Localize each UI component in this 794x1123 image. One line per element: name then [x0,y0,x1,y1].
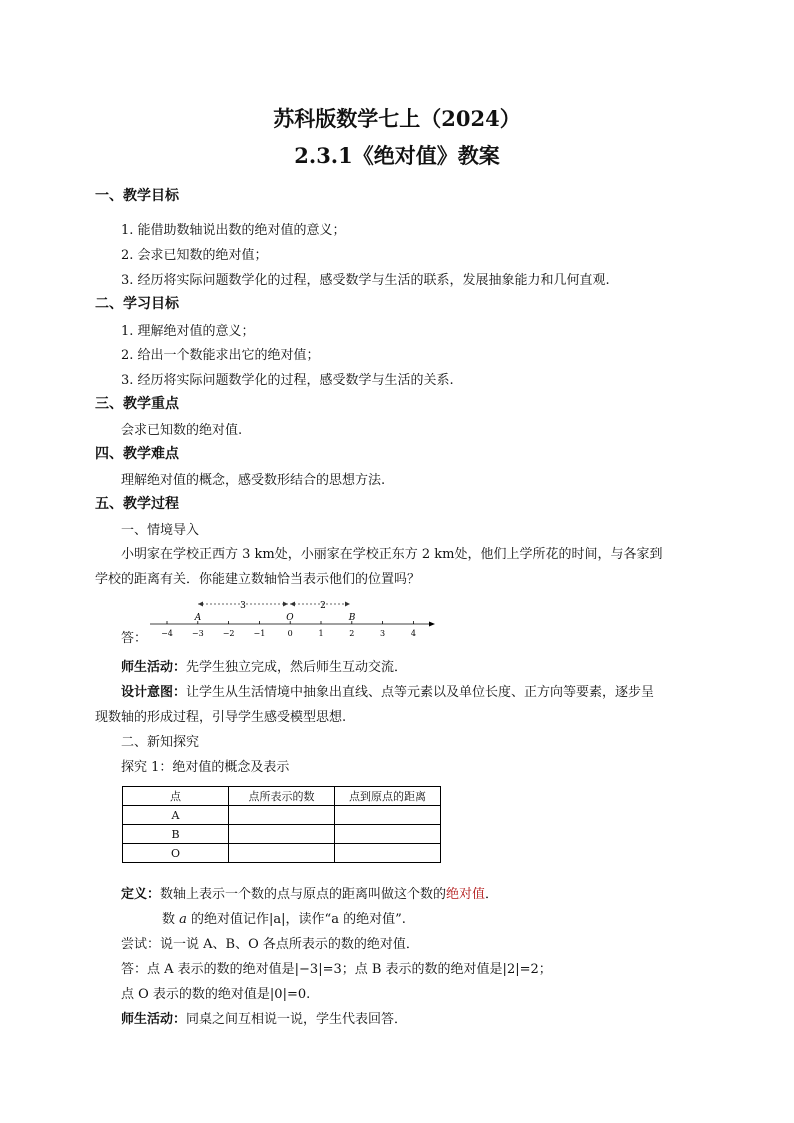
number-line-figure [145,596,445,642]
notation-variable: a [179,912,187,927]
section-heading-key-points: 三、教学重点 [95,396,179,412]
notation-text: 的绝对值记作|a|，读作“a 的绝对值”. [186,912,406,927]
subsection-intro: 一、情境导入 [121,523,200,538]
table-cell [335,825,441,844]
answer-line-1: 答：点 A 表示的数的绝对值是|−3|=3；点 B 表示的数的绝对值是|2|=2； [121,962,552,977]
activity-1-text: 先学生独立完成，然后师生互动交流． [186,660,408,675]
notation-line [162,908,406,927]
answer-label: 答： [121,631,148,646]
tick-label: 0 [287,629,293,638]
difficulties-text: 理解绝对值的概念，感受数形结合的思想方法. [121,473,386,488]
goal-item-3: 3. 经历将实际问题数学化的过程，感受数学与生活的联系，发展抽象能力和几何直观. [121,273,610,288]
tick-label: 1 [318,629,324,638]
learning-item-2: 2. 给出一个数能求出它的绝对值； [121,348,320,363]
section-heading-teaching-goals: 一、教学目标 [95,188,179,204]
activity-1-label: 师生活动： [121,660,187,675]
table-row [123,825,441,844]
point-label-o: O [286,613,294,623]
table-header-row [123,787,441,806]
table-cell [229,844,335,863]
table-header: 点 [123,787,229,806]
definition-label: 定义： [121,887,161,902]
table-cell [335,844,441,863]
tick-label: 4 [410,629,416,638]
subsection-new-knowledge: 二、新知探究 [121,735,200,750]
point-label-b: B [348,613,356,623]
table-row [123,844,441,863]
notation-prefix: 数 [162,912,180,927]
distance-label-right: 2 [320,601,326,611]
table-row [123,806,441,825]
explore-1-title: 探究 1：绝对值的概念及表示 [121,760,290,775]
tick-label: 2 [349,629,355,638]
point-label-a: A [194,613,202,623]
section-heading-process: 五、教学过程 [95,496,179,512]
distance-label-left: 3 [240,601,246,611]
activity-2-text: 同桌之间互相说一说，学生代表回答． [186,1012,408,1027]
axis-arrow [429,622,435,627]
design-intent-label: 设计意图： [121,685,187,700]
table-cell: O [123,844,229,863]
problem-line-2: 学校的距离有关．你能建立数轴恰当表示他们的位置吗？ [95,572,421,587]
definition-term: 绝对值 [446,887,486,902]
learning-item-3: 3. 经历将实际问题数学化的过程，感受数学与生活的关系. [121,373,454,388]
tick-label: −4 [161,629,173,638]
section-heading-learning-goals: 二、学习目标 [95,296,179,312]
distance-table [122,786,441,863]
table-cell [229,806,335,825]
goal-item-1: 1. 能借助数轴说出数的绝对值的意义； [121,223,346,238]
activity-2-label: 师生活动： [121,1012,187,1027]
definition-text: 数轴上表示一个数的点与原点的距离叫做这个数的 [160,887,447,902]
table-cell: A [123,806,229,825]
tick-label: −1 [253,629,266,638]
problem-line-1: 小明家在学校正西方 3 km处，小丽家在学校正东方 2 km处，他们上学所花的时间，与各家到 [121,547,663,562]
definition-end: ． [485,887,499,902]
tick-label: −2 [222,629,235,638]
table-cell [229,825,335,844]
activity-1 [121,656,407,675]
table-header: 点到原点的距离 [335,787,441,806]
definition [121,883,498,902]
section-heading-difficulties: 四、教学难点 [95,446,179,462]
table-header: 点所表示的数 [229,787,335,806]
goal-item-2: 2. 会求已知数的绝对值； [121,248,268,263]
design-intent-line-2: 现数轴的形成过程，引导学生感受模型思想. [95,710,347,725]
design-intent-line-1 [121,681,654,700]
answer-line-2: 点 O 表示的数的绝对值是|0|=0. [121,987,311,1002]
table-cell: B [123,825,229,844]
table-cell [335,806,441,825]
doc-title-line1: 苏科版数学七上（2024） [273,106,521,131]
doc-title-line2: 2.3.1《绝对值》教案 [294,143,500,168]
tick-label: 3 [380,629,386,638]
tick-label: −3 [191,629,204,638]
key-points-text: 会求已知数的绝对值. [121,423,243,438]
try-prompt: 尝试：说一说 A、B、O 各点所表示的数的绝对值． [121,937,419,952]
learning-item-1: 1. 理解绝对值的意义； [121,324,255,339]
design-intent-text-1: 让学生从生活情境中抽象出直线、点等元素以及单位长度、正方向等要素，逐步呈 [186,685,655,700]
activity-2 [121,1008,407,1027]
